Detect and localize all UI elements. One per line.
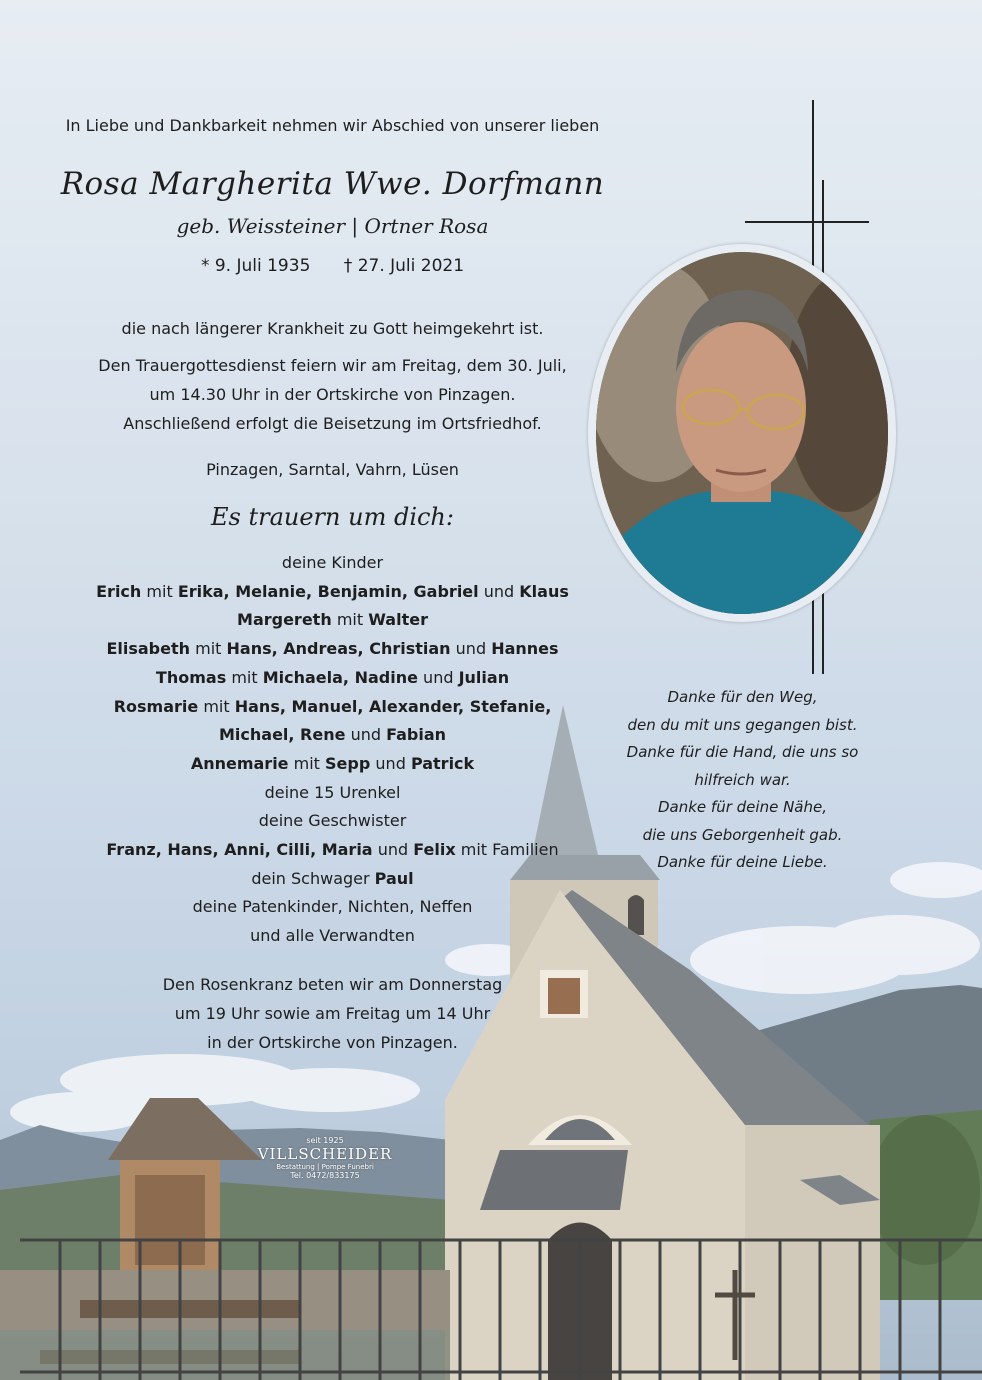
list-item: deine Geschwister <box>258 811 407 831</box>
list-item: Michael, Rene und Fabian <box>218 725 447 745</box>
quote-line: Danke für die Hand, die uns so <box>626 743 859 761</box>
list-item: Margereth mit Walter <box>237 610 428 630</box>
mourners-heading: Es trauern um dich: <box>211 503 454 531</box>
life-dates <box>0 256 665 276</box>
funeral-home-logo <box>230 1136 420 1180</box>
birth-name: geb. Weissteiner | Ortner Rosa <box>176 214 489 238</box>
portrait-photo <box>596 252 888 614</box>
list-item: Annemarie mit Sepp und Patrick <box>190 753 475 773</box>
service-line: um 14.30 Uhr in der Ortskirche von Pinzagen. <box>149 385 516 404</box>
list-item: dein Schwager Paul <box>251 868 414 888</box>
quote-line: Danke für deine Liebe. <box>657 853 828 871</box>
rosary-line: in der Ortskirche von Pinzagen. <box>207 1033 458 1052</box>
death-date: † 27. Juli 2021 <box>343 256 465 276</box>
logo-subtitle: Bestattung | Pompe Funebri <box>276 1163 374 1171</box>
quote-line: Danke für den Weg, <box>667 688 818 706</box>
service-line: Anschließend erfolgt die Beisetzung im Ortsfriedhof. <box>123 414 542 433</box>
intro-text: In Liebe und Dankbarkeit nehmen wir Abschied von unserer lieben <box>65 116 600 135</box>
list-item: Franz, Hans, Anni, Cilli, Maria und Felix mit Familien <box>106 840 559 860</box>
rosary-info <box>80 970 585 1057</box>
service-info <box>80 351 585 438</box>
quote-line: hilfreich war. <box>694 770 791 789</box>
memorial-quote <box>615 684 870 877</box>
mourners-list <box>70 549 595 951</box>
quote-line: den du mit uns gegangen bist. <box>627 715 858 734</box>
logo-name: VILLSCHEIDER <box>257 1145 393 1163</box>
list-item: deine Kinder <box>281 553 384 572</box>
list-item: deine Patenkinder, Nichten, Neffen <box>192 897 473 917</box>
cross-horizontal-line <box>745 221 869 223</box>
list-item: Thomas mit Michaela, Nadine und Julian <box>155 667 510 687</box>
logo-phone: Tel. 0472/833175 <box>290 1171 360 1180</box>
list-item: deine 15 Urenkel <box>264 782 401 802</box>
rosary-line: um 19 Uhr sowie am Freitag um 14 Uhr <box>174 1004 491 1023</box>
list-item: Rosmarie mit Hans, Manuel, Alexander, Stefanie, <box>113 696 552 716</box>
passing-text: die nach längerer Krankheit zu Gott heimgekehrt ist. <box>121 319 544 338</box>
logo-since: seit 1925 <box>306 1136 344 1145</box>
list-item: Elisabeth mit Hans, Andreas, Christian und Hannes <box>106 639 559 659</box>
places: Pinzagen, Sarntal, Vahrn, Lüsen <box>206 460 459 479</box>
quote-line: die uns Geborgenheit gab. <box>642 825 843 844</box>
list-item: und alle Verwandten <box>250 926 415 946</box>
birth-date: * 9. Juli 1935 <box>200 256 311 276</box>
list-item: Erich mit Erika, Melanie, Benjamin, Gabriel und Klaus <box>96 581 569 601</box>
rosary-line: Den Rosenkranz beten wir am Donnerstag <box>162 975 503 994</box>
quote-line: Danke für deine Nähe, <box>658 798 827 816</box>
deceased-name: Rosa Margherita Wwe. Dorfmann <box>60 166 605 202</box>
service-line: Den Trauergottesdienst feiern wir am Freitag, dem 30. Juli, <box>98 356 567 375</box>
